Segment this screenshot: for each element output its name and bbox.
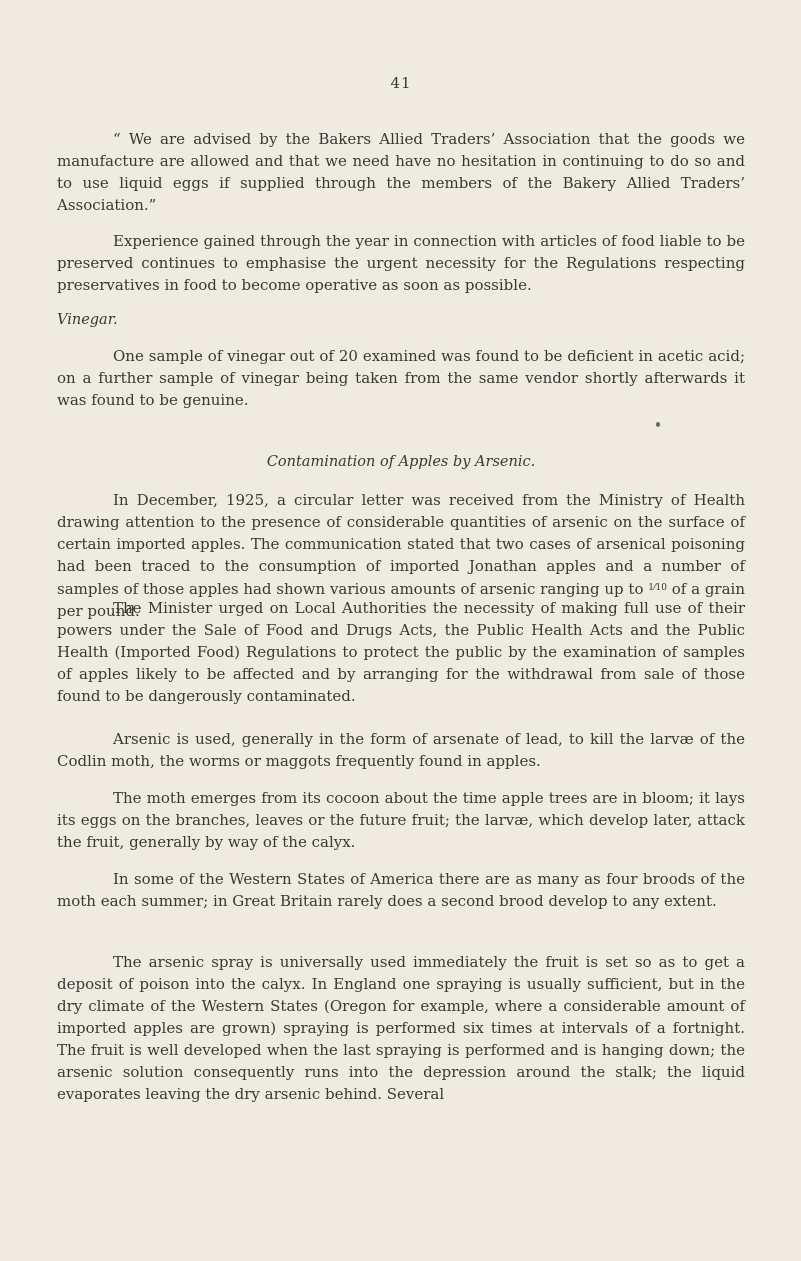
spray-paragraph: The arsenic spray is universally used immediately the fruit is set so as to get a deposit of poison into the calyx. In England one spraying is usually sufficient, but in the dry climate of the Western States (Oregon for example, where a considerable amount of imported apples are grown) spraying is performed six times at intervals of a fortnight. The fruit is well developed when the last spraying is performed and is hanging down; the arsenic solution consequently runs into the depression around the stalk; the liquid evaporates leaving the dry arsenic behind. Several — [57, 953, 745, 1103]
vinegar-heading: Vinegar. — [57, 312, 118, 328]
western-paragraph: In some of the Western States of America there are as many as four broods of the moth each summer; in Great Britain rarely does a second brood develop to any extent. — [57, 870, 745, 910]
document-page — [57, 0, 745, 1261]
experience-paragraph: Experience gained through the year in connection with articles of food liable to be preserved continues to emphasise the urgent necessity for the Regulations respecting preservatives in food to become operative as soon as possible. — [57, 232, 745, 294]
page-number: 41 — [390, 74, 412, 92]
fraction-one-tenth: 1⁄10 — [648, 583, 667, 593]
moth-paragraph: The moth emerges from its cocoon about the time apple trees are in bloom; it lays its eggs on the branches, leaves or the future fruit; the larvæ, which develop later, attack the fruit, generally by way of the calyx. — [57, 789, 745, 851]
vinegar-paragraph: One sample of vinegar out of 20 examined was found to be deficient in acetic acid; on a further sample of vinegar being taken from the same vendor shortly afterwards it was found to be genuine. — [57, 347, 745, 409]
quote-paragraph: “ We are advised by the Bakers Allied Traders’ Association that the goods we manufacture are allowed and that we need have no hesitation in continuing to do so and to use liquid eggs if supplied through the members of the Bakery Allied Traders’ Association.” — [57, 130, 745, 214]
arsenate-paragraph: Arsenic is used, generally in the form of arsenate of lead, to kill the larvæ of the Codlin moth, the worms or maggots frequently found in apples. — [57, 730, 745, 770]
circular-text-before: In December, 1925, a circular letter was received from the Ministry of Health drawing attention to the presence of considerable quantities of arsenic on the surface of certain imported apples. The communication stated that two cases of arsenical poisoning had been traced to the consumption of imported Jonathan apples and a number of samples of those apples had shown various amounts of arsenic ranging up to — [57, 491, 745, 598]
ink-speck — [656, 422, 660, 427]
minister-paragraph: The Minister urged on Local Authorities the necessity of making full use of their powers under the Sale of Food and Drugs Acts, the Public Health Acts and the Public Health (Imported Food) Regulations to protect the public by the examination of samples of apples likely to be affected and by arranging for the withdrawal from sale of those found to be dangerously contaminated. — [57, 599, 745, 705]
arsenic-heading: Contamination of Apples by Arsenic. — [266, 454, 536, 470]
circular-text-after: of a grain per pound. — [57, 580, 745, 620]
